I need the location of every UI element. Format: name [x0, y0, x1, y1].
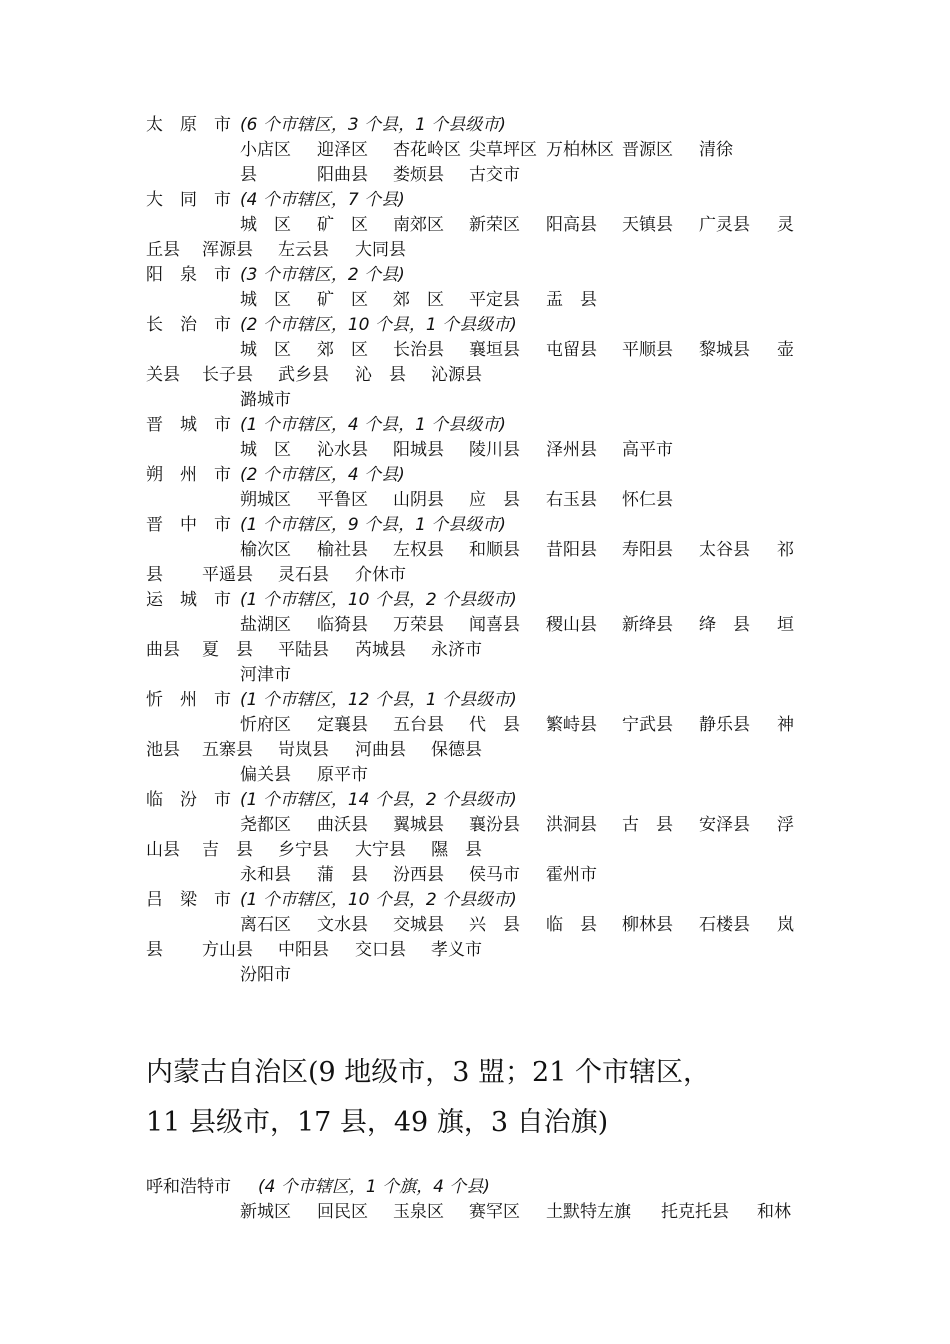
district-name: 右玉县 — [546, 490, 597, 510]
district-name: 平遥县 — [202, 565, 253, 585]
district-name: 中阳县 — [278, 940, 329, 960]
district-name: 侯马市 — [469, 865, 520, 885]
item-row — [0, 738, 950, 763]
district-name: 左云县 — [278, 240, 329, 260]
district-name: 山阴县 — [393, 490, 444, 510]
city-header — [0, 588, 950, 613]
district-name: 土默特左旗 — [546, 1202, 631, 1222]
district-name: 吉 县 — [202, 840, 253, 860]
item-row — [0, 1200, 950, 1225]
district-name: 寿阳县 — [622, 540, 673, 560]
district-name: 偏关县 — [240, 765, 291, 785]
city-division-count: (1 个市辖区，14 个县，2 个县级市) — [240, 790, 517, 810]
city-name-char: 运 — [146, 590, 163, 610]
item-row — [0, 138, 950, 163]
district-name: 郊 区 — [317, 340, 368, 360]
city-name-char: 治 — [180, 315, 197, 335]
district-name: 杏花岭区 — [393, 140, 461, 160]
district-name: 关县 — [146, 365, 180, 385]
district-name: 黎城县 — [699, 340, 750, 360]
district-name: 汾阳市 — [240, 965, 291, 985]
city-name-char: 中 — [180, 515, 197, 535]
district-name: 县 — [146, 565, 163, 585]
district-name: 五台县 — [393, 715, 444, 735]
city-name-char: 朔 — [146, 465, 163, 485]
district-name: 平鲁区 — [317, 490, 368, 510]
district-name: 盐湖区 — [240, 615, 291, 635]
district-name: 山县 — [146, 840, 180, 860]
city-name-char: 临 — [146, 790, 163, 810]
district-name: 南郊区 — [393, 215, 444, 235]
district-name: 屯留县 — [546, 340, 597, 360]
district-name: 城 区 — [240, 215, 291, 235]
city-name-char: 州 — [180, 465, 197, 485]
district-name: 高平市 — [622, 440, 673, 460]
district-name: 清徐 — [699, 140, 733, 160]
district-name: 繁峙县 — [546, 715, 597, 735]
district-name: 永和县 — [240, 865, 291, 885]
district-name: 大宁县 — [355, 840, 406, 860]
item-row — [0, 613, 950, 638]
item-row — [0, 913, 950, 938]
city-division-count: (4 个市辖区，1 个旗，4 个县) — [258, 1177, 490, 1197]
item-row — [0, 363, 950, 388]
item-row — [0, 288, 950, 313]
city-name-char: 长 — [146, 315, 163, 335]
city-name-char: 城 — [180, 415, 197, 435]
district-name: 汾西县 — [393, 865, 444, 885]
district-name: 稷山县 — [546, 615, 597, 635]
city-name-char: 市 — [214, 265, 231, 285]
district-name: 曲县 — [146, 640, 180, 660]
city-name-char: 原 — [180, 115, 197, 135]
district-name: 石楼县 — [699, 915, 750, 935]
district-name: 沁源县 — [431, 365, 482, 385]
district-name: 娄烦县 — [393, 165, 444, 185]
district-name: 隰 县 — [431, 840, 482, 860]
district-name: 乡宁县 — [278, 840, 329, 860]
city-division-count: (3 个市辖区，2 个县) — [240, 265, 405, 285]
district-name: 和林 — [757, 1202, 791, 1222]
district-name: 古 县 — [622, 815, 673, 835]
district-name: 蒲 县 — [317, 865, 368, 885]
item-row — [0, 663, 950, 688]
district-name: 交城县 — [393, 915, 444, 935]
city-name-char: 晋 — [146, 415, 163, 435]
city-division-count: (1 个市辖区，9 个县，1 个县级市) — [240, 515, 506, 535]
district-name: 平顺县 — [622, 340, 673, 360]
district-name: 万柏林区 — [546, 140, 614, 160]
district-name: 玉泉区 — [393, 1202, 444, 1222]
district-name: 安泽县 — [699, 815, 750, 835]
city-division-count: (2 个市辖区，4 个县) — [240, 465, 405, 485]
item-row — [0, 638, 950, 663]
item-row — [0, 963, 950, 988]
city-header — [0, 788, 950, 813]
district-name: 城 区 — [240, 290, 291, 310]
district-name: 尧都区 — [240, 815, 291, 835]
district-name: 永济市 — [431, 640, 482, 660]
city-name-char: 泉 — [180, 265, 197, 285]
district-name: 尖草坪区 — [469, 140, 537, 160]
section-heading-line1: 内蒙古自治区(9 地级市，3 盟；21 个市辖区， — [146, 1057, 710, 1088]
item-row — [0, 338, 950, 363]
district-name: 静乐县 — [699, 715, 750, 735]
item-row — [0, 763, 950, 788]
district-name: 保德县 — [431, 740, 482, 760]
district-name: 怀仁县 — [622, 490, 673, 510]
item-row — [0, 388, 950, 413]
city-name: 呼和浩特市 — [146, 1177, 231, 1197]
district-name: 曲沃县 — [317, 815, 368, 835]
district-name: 襄垣县 — [469, 340, 520, 360]
district-name: 方山县 — [202, 940, 253, 960]
district-name: 平陆县 — [278, 640, 329, 660]
district-name: 岚 — [777, 915, 794, 935]
city-name-char: 市 — [214, 515, 231, 535]
district-name: 岢岚县 — [278, 740, 329, 760]
item-row — [0, 563, 950, 588]
district-name: 夏 县 — [202, 640, 253, 660]
district-name: 城 区 — [240, 340, 291, 360]
city-name-char: 吕 — [146, 890, 163, 910]
district-name: 盂 县 — [546, 290, 597, 310]
city-name-char: 忻 — [146, 690, 163, 710]
district-name: 芮城县 — [355, 640, 406, 660]
city-division-count: (6 个市辖区，3 个县，1 个县级市) — [240, 115, 506, 135]
item-row — [0, 813, 950, 838]
city-name-char: 市 — [214, 590, 231, 610]
district-name: 宁武县 — [622, 715, 673, 735]
section-heading-line2: 11 县级市，17 县，49 旗，3 自治旗) — [146, 1107, 609, 1138]
district-name: 翼城县 — [393, 815, 444, 835]
district-name: 文水县 — [317, 915, 368, 935]
district-name: 古交市 — [469, 165, 520, 185]
district-name: 临 县 — [546, 915, 597, 935]
district-name: 昔阳县 — [546, 540, 597, 560]
item-row — [0, 863, 950, 888]
district-name: 沁水县 — [317, 440, 368, 460]
district-name: 霍州市 — [546, 865, 597, 885]
district-name: 晋源区 — [622, 140, 673, 160]
city-name-char: 市 — [214, 790, 231, 810]
city-header — [0, 888, 950, 913]
item-row — [0, 163, 950, 188]
district-name: 武乡县 — [278, 365, 329, 385]
district-name: 平定县 — [469, 290, 520, 310]
city-division-count: (1 个市辖区，4 个县，1 个县级市) — [240, 415, 506, 435]
district-name: 交口县 — [355, 940, 406, 960]
district-name: 矿 区 — [317, 215, 368, 235]
city-name-char: 太 — [146, 115, 163, 135]
district-name: 丘县 — [146, 240, 180, 260]
district-name: 陵川县 — [469, 440, 520, 460]
district-name: 原平市 — [317, 765, 368, 785]
district-name: 新荣区 — [469, 215, 520, 235]
city-name-char: 市 — [214, 415, 231, 435]
city-header — [0, 113, 950, 138]
district-name: 长子县 — [202, 365, 253, 385]
item-row — [0, 838, 950, 863]
city-division-count: (2 个市辖区，10 个县，1 个县级市) — [240, 315, 517, 335]
city-name-char: 市 — [214, 890, 231, 910]
district-name: 迎泽区 — [317, 140, 368, 160]
item-row — [0, 438, 950, 463]
city-name-char: 市 — [214, 465, 231, 485]
district-name: 垣 — [777, 615, 794, 635]
district-name: 朔城区 — [240, 490, 291, 510]
district-name: 灵石县 — [278, 565, 329, 585]
district-name: 介休市 — [355, 565, 406, 585]
city-name-char: 市 — [214, 115, 231, 135]
district-name: 临猗县 — [317, 615, 368, 635]
item-row — [0, 538, 950, 563]
district-name: 左权县 — [393, 540, 444, 560]
district-name: 应 县 — [469, 490, 520, 510]
item-row — [0, 238, 950, 263]
district-name: 阳高县 — [546, 215, 597, 235]
district-name: 万荣县 — [393, 615, 444, 635]
district-name: 襄汾县 — [469, 815, 520, 835]
district-name: 沁 县 — [355, 365, 406, 385]
district-name: 代 县 — [469, 715, 520, 735]
district-name: 忻府区 — [240, 715, 291, 735]
city-header — [0, 463, 950, 488]
district-name: 定襄县 — [317, 715, 368, 735]
district-name: 灵 — [777, 215, 794, 235]
district-name: 池县 — [146, 740, 180, 760]
district-name: 太谷县 — [699, 540, 750, 560]
district-name: 长治县 — [393, 340, 444, 360]
district-name: 孝义市 — [431, 940, 482, 960]
city-name-char: 城 — [180, 590, 197, 610]
district-name: 托克托县 — [661, 1202, 729, 1222]
city-header — [0, 1175, 950, 1200]
district-name: 阳城县 — [393, 440, 444, 460]
district-name: 城 区 — [240, 440, 291, 460]
district-name: 河津市 — [240, 665, 291, 685]
district-name: 绛 县 — [699, 615, 750, 635]
district-name: 神 — [777, 715, 794, 735]
item-row — [0, 213, 950, 238]
city-header — [0, 688, 950, 713]
district-name: 郊 区 — [393, 290, 444, 310]
city-header — [0, 188, 950, 213]
city-name-char: 晋 — [146, 515, 163, 535]
district-name: 回民区 — [317, 1202, 368, 1222]
city-header — [0, 513, 950, 538]
city-header — [0, 263, 950, 288]
district-name: 新绛县 — [622, 615, 673, 635]
district-name: 兴 县 — [469, 915, 520, 935]
district-name: 新城区 — [240, 1202, 291, 1222]
district-name: 县 — [146, 940, 163, 960]
district-name: 矿 区 — [317, 290, 368, 310]
district-name: 五寨县 — [202, 740, 253, 760]
city-division-count: (1 个市辖区，10 个县，2 个县级市) — [240, 890, 517, 910]
district-name: 泽州县 — [546, 440, 597, 460]
city-name-char: 同 — [180, 190, 197, 210]
district-name: 洪洞县 — [546, 815, 597, 835]
district-name: 浑源县 — [202, 240, 253, 260]
district-name: 榆社县 — [317, 540, 368, 560]
city-name-char: 市 — [214, 690, 231, 710]
district-name: 柳林县 — [622, 915, 673, 935]
district-name: 河曲县 — [355, 740, 406, 760]
city-name-char: 汾 — [180, 790, 197, 810]
district-name: 县 — [240, 165, 257, 185]
city-division-count: (1 个市辖区，10 个县，2 个县级市) — [240, 590, 517, 610]
district-name: 大同县 — [355, 240, 406, 260]
city-name-char: 阳 — [146, 265, 163, 285]
city-division-count: (4 个市辖区，7 个县) — [240, 190, 405, 210]
district-name: 闻喜县 — [469, 615, 520, 635]
city-name-char: 市 — [214, 315, 231, 335]
district-name: 阳曲县 — [317, 165, 368, 185]
district-name: 壶 — [777, 340, 794, 360]
item-row — [0, 488, 950, 513]
city-division-count: (1 个市辖区，12 个县，1 个县级市) — [240, 690, 517, 710]
district-name: 祁 — [777, 540, 794, 560]
district-name: 榆次区 — [240, 540, 291, 560]
district-name: 潞城市 — [240, 390, 291, 410]
district-name: 浮 — [777, 815, 794, 835]
item-row — [0, 713, 950, 738]
district-name: 赛罕区 — [469, 1202, 520, 1222]
district-name: 小店区 — [240, 140, 291, 160]
district-name: 离石区 — [240, 915, 291, 935]
city-header — [0, 413, 950, 438]
city-header — [0, 313, 950, 338]
district-name: 广灵县 — [699, 215, 750, 235]
district-name: 天镇县 — [622, 215, 673, 235]
city-name-char: 梁 — [180, 890, 197, 910]
city-name-char: 州 — [180, 690, 197, 710]
district-name: 和顺县 — [469, 540, 520, 560]
city-name-char: 大 — [146, 190, 163, 210]
city-name-char: 市 — [214, 190, 231, 210]
item-row — [0, 938, 950, 963]
